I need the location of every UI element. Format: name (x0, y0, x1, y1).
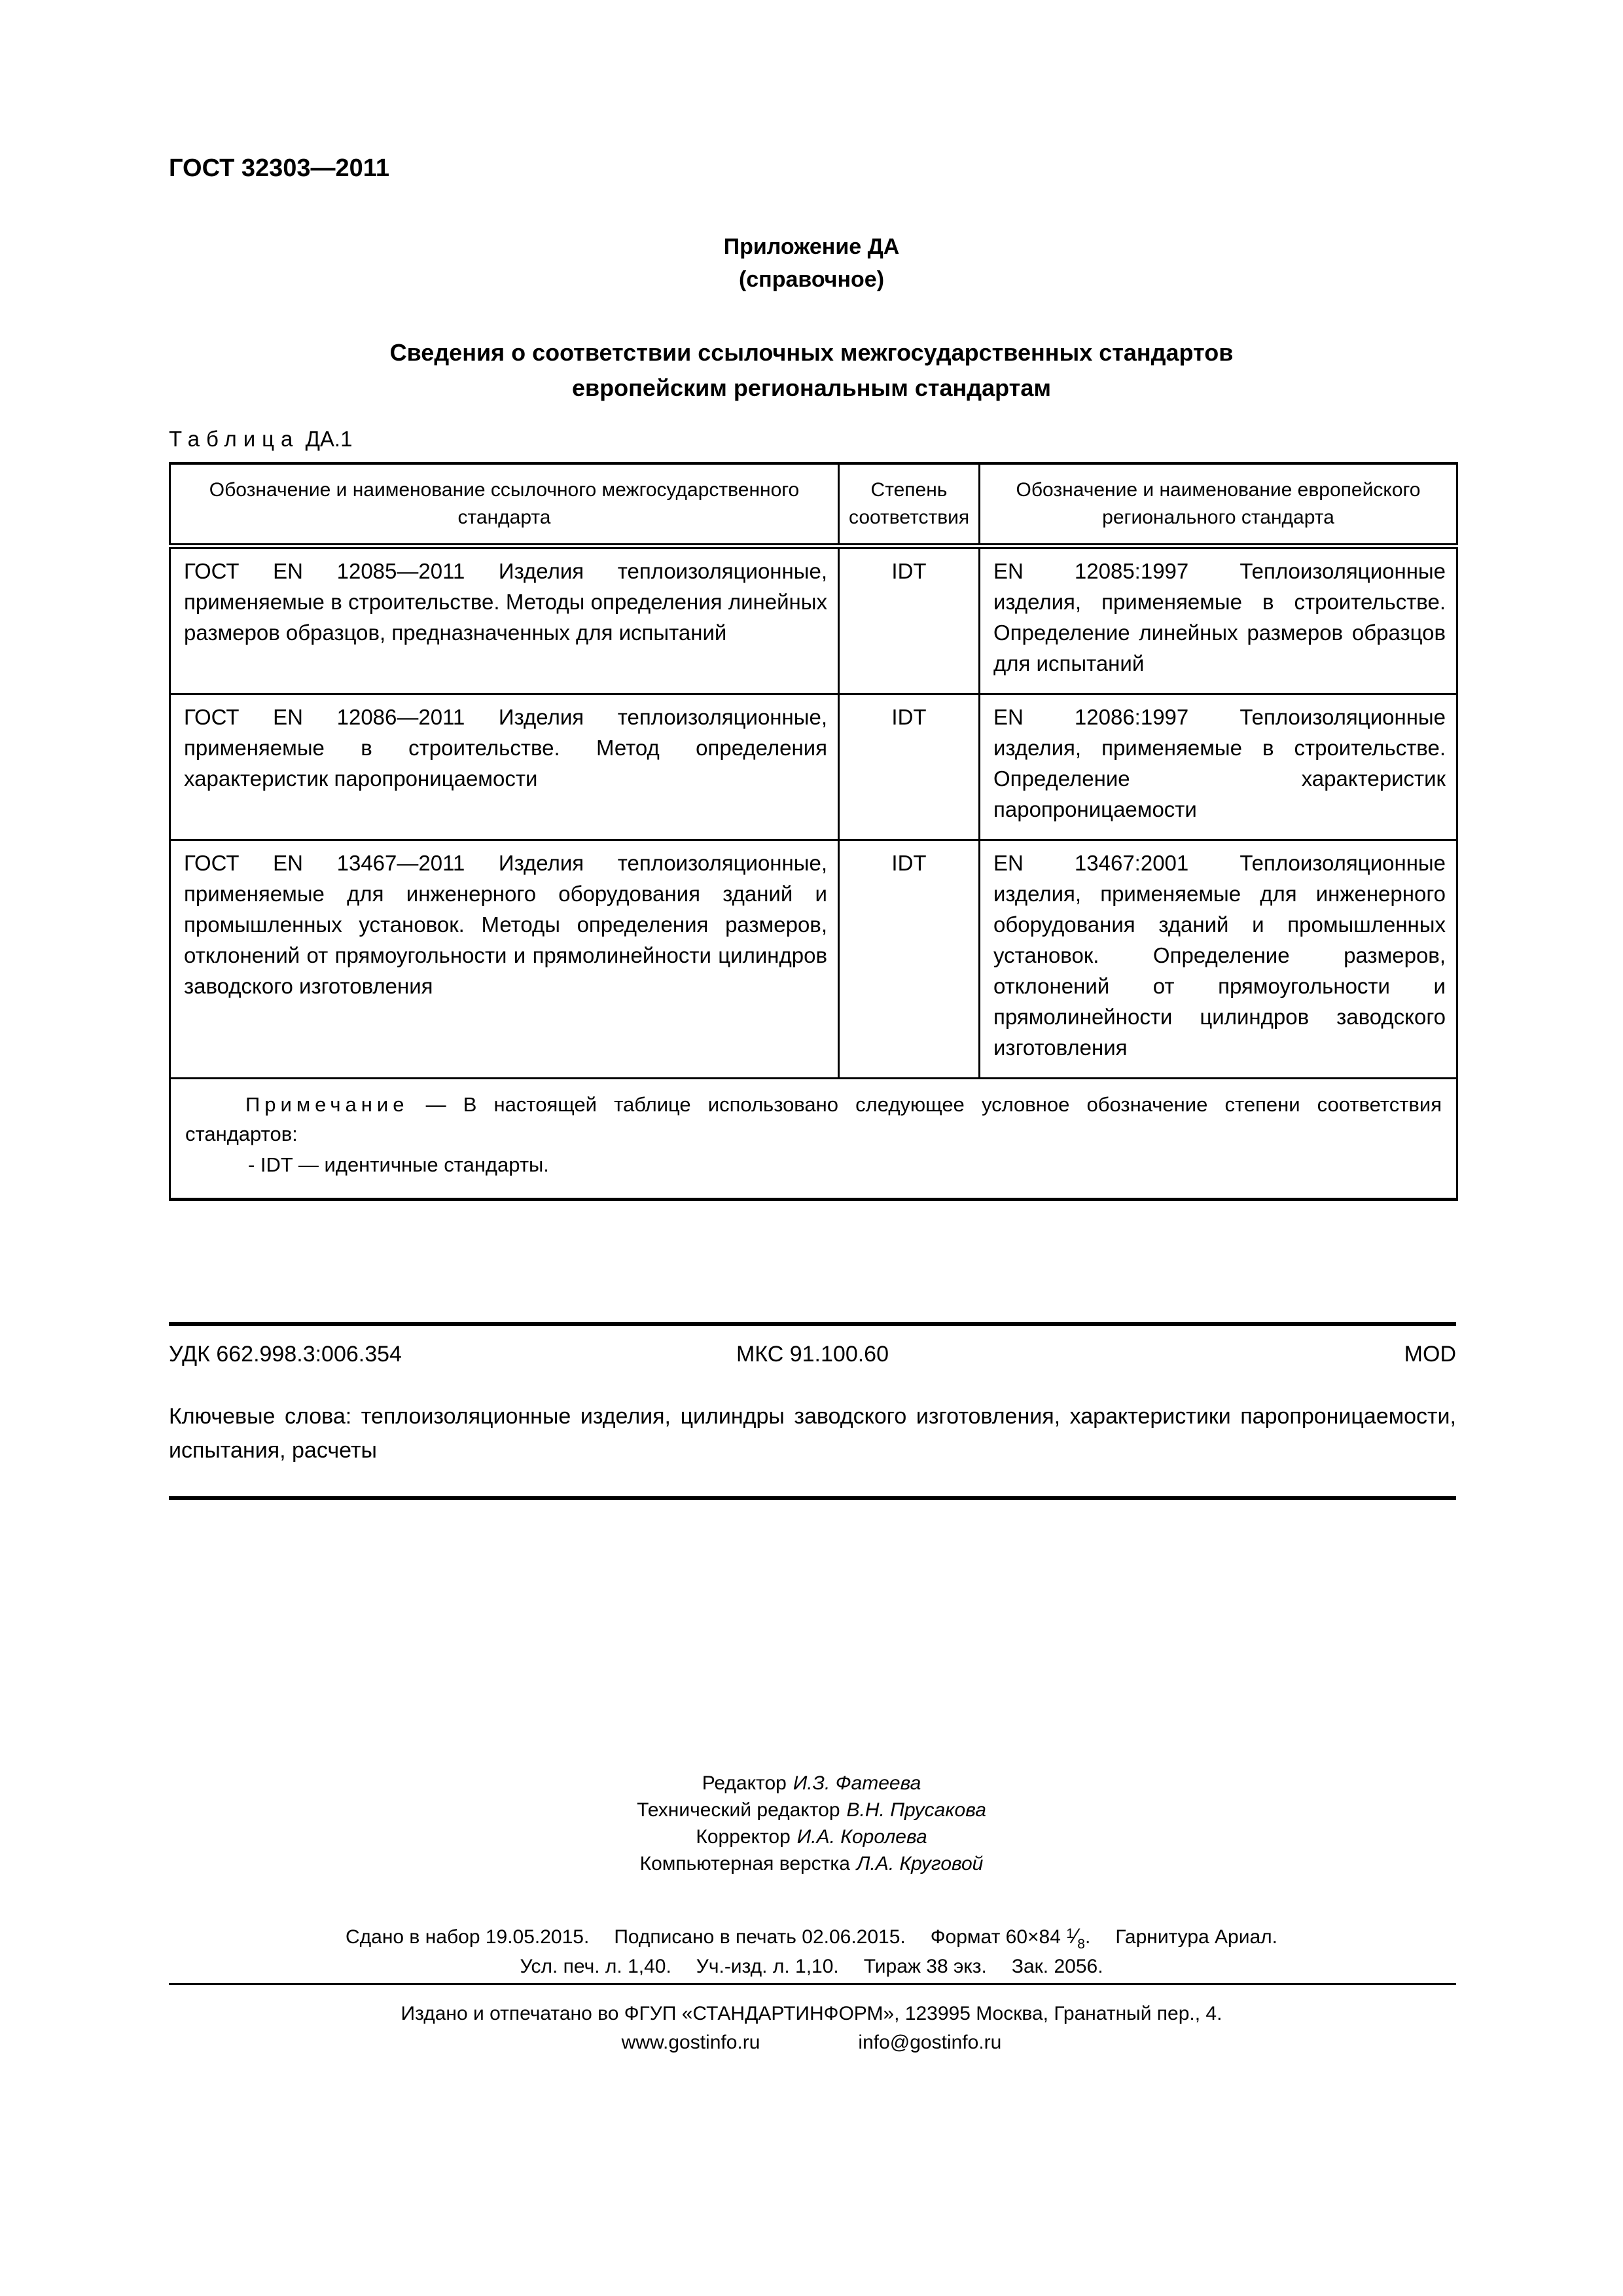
imprint-line-2 (0, 1956, 1623, 1978)
credit-line (0, 1797, 1623, 1823)
appendix-kind: (справочное) (738, 267, 885, 292)
publisher-line: Издано и отпечатано во ФГУП «СТАНДАРТИНФОРМ», 123995 Москва, Гранатный пер., 4. (401, 2003, 1222, 2024)
mod-code: MOD (1404, 1342, 1456, 1367)
table-caption (169, 427, 352, 452)
imprint-uch-izd: Уч.-изд. л. 1,10. (696, 1956, 839, 1977)
table-row (170, 546, 1457, 694)
credit-role: Редактор (702, 1772, 787, 1794)
note-paragraph (185, 1090, 1442, 1149)
classification-codes-row (169, 1342, 1456, 1367)
header-en-standard: Обозначение и наименование европейского регионального стандарта (980, 463, 1457, 546)
horizontal-rule-middle (169, 1496, 1456, 1500)
gost-standard-cell: ГОСТ EN 13467—2011 Изделия теплоизоляционные, применяемые для инженерного оборудования зданий и промышленных установок. Методы определения размеров, отклонений от прямоугольности и прямолинейности цилиндров заводского изготовления (170, 840, 839, 1078)
table-row (170, 694, 1457, 840)
table-note-cell (170, 1078, 1457, 1199)
credit-role: Компьютерная верстка (639, 1853, 850, 1874)
en-standard-cell: EN 13467:2001 Теплоизоляционные изделия, применяемые для инженерного оборудования зданий и промышленных установок. Определение размеров, отклонений от прямоугольности и прямолинейности цилиндров заводского изготовления (980, 840, 1457, 1078)
mks-code: МКС 91.100.60 (736, 1342, 889, 1367)
publisher-website: www.gostinfo.ru (621, 2032, 760, 2053)
imprint-typeface: Гарнитура Ариал. (1115, 1926, 1278, 1948)
horizontal-rule-bottom (169, 1983, 1456, 1985)
format-fraction (1066, 1924, 1085, 1952)
imprint-format (930, 1924, 1091, 1952)
credit-name: И.А. Королева (796, 1826, 927, 1848)
credit-name: И.З. Фатеева (793, 1772, 921, 1794)
gost-standard-cell: ГОСТ EN 12085—2011 Изделия теплоизоляционные, применяемые в строительстве. Методы определения линейных размеров образцов, предназначенных для испытаний (170, 546, 839, 694)
gost-standard-cell: ГОСТ EN 12086—2011 Изделия теплоизоляционные, применяемые в строительстве. Метод определения характеристик паропроницаемости (170, 694, 839, 840)
page-title-line2: европейским региональным стандартам (572, 374, 1051, 401)
imprint-set-date: Сдано в набор 19.05.2015. (345, 1926, 590, 1948)
en-standard-cell: EN 12086:1997 Теплоизоляционные изделия, применяемые в строительстве. Определение характеристик паропроницаемости (980, 694, 1457, 840)
imprint-format-period: . (1084, 1926, 1091, 1948)
credit-line (0, 1823, 1623, 1850)
imprint-format-text: Формат 60×84 (930, 1926, 1061, 1948)
credit-line (0, 1770, 1623, 1797)
page-title-line1: Сведения о соответствии ссылочных межгосударственных стандартов (389, 339, 1234, 366)
page-title (0, 335, 1623, 406)
note-item: - IDT — идентичные стандарты. (248, 1153, 549, 1176)
publisher-contacts (0, 2032, 1623, 2054)
credit-name: В.Н. Прусакова (846, 1799, 986, 1821)
appendix-label: Приложение ДА (723, 234, 900, 259)
imprint-zakaz: Зак. 2056. (1011, 1956, 1103, 1977)
imprint-tirazh: Тираж 38 экз. (863, 1956, 987, 1977)
degree-cell: IDT (839, 546, 980, 694)
imprint-signed-date: Подписано в печать 02.06.2015. (614, 1926, 906, 1948)
degree-cell: IDT (839, 694, 980, 840)
table-row (170, 840, 1457, 1078)
credit-role: Корректор (696, 1826, 791, 1848)
fraction-denominator: 8 (1077, 1937, 1085, 1952)
doc-code: ГОСТ 32303—2011 (169, 154, 389, 182)
credit-line (0, 1850, 1623, 1877)
credits-block (0, 1770, 1623, 1877)
imprint-line-1 (0, 1924, 1623, 1952)
horizontal-rule-top (169, 1322, 1456, 1326)
table-header-row (170, 463, 1457, 546)
credit-role: Технический редактор (637, 1799, 840, 1821)
degree-cell: IDT (839, 840, 980, 1078)
en-standard-cell: EN 12085:1997 Теплоизоляционные изделия, применяемые в строительстве. Определение линейных размеров образцов для испытаний (980, 546, 1457, 694)
keywords-paragraph: Ключевые слова: теплоизоляционные изделия, цилиндры заводского изготовления, характеристики паропроницаемости, испытания, расчеты (169, 1404, 1456, 1463)
header-degree: Степень соответствия (839, 463, 980, 546)
table-caption-word: Таблица (169, 427, 300, 451)
header-gost-standard: Обозначение и наименование ссылочного межгосударственного стандарта (170, 463, 839, 546)
table-note-row (170, 1078, 1457, 1199)
publisher-email: info@gostinfo.ru (858, 2032, 1002, 2053)
udk-code: УДК 662.998.3:006.354 (169, 1342, 402, 1367)
table-caption-number: ДА.1 (305, 427, 353, 451)
standards-correspondence-table (169, 462, 1458, 1201)
fraction-numerator: 1 (1066, 1926, 1074, 1941)
fraction-slash: ⁄ (1073, 1924, 1078, 1948)
note-text: — В настоящей таблице использовано следующее условное обозначение степени соответствия стандартов: (185, 1092, 1442, 1145)
note-label: Примечание (245, 1092, 409, 1116)
credit-name: Л.А. Круговой (856, 1853, 984, 1874)
imprint-usl-pech: Усл. печ. л. 1,40. (520, 1956, 671, 1977)
appendix-heading (0, 230, 1623, 296)
